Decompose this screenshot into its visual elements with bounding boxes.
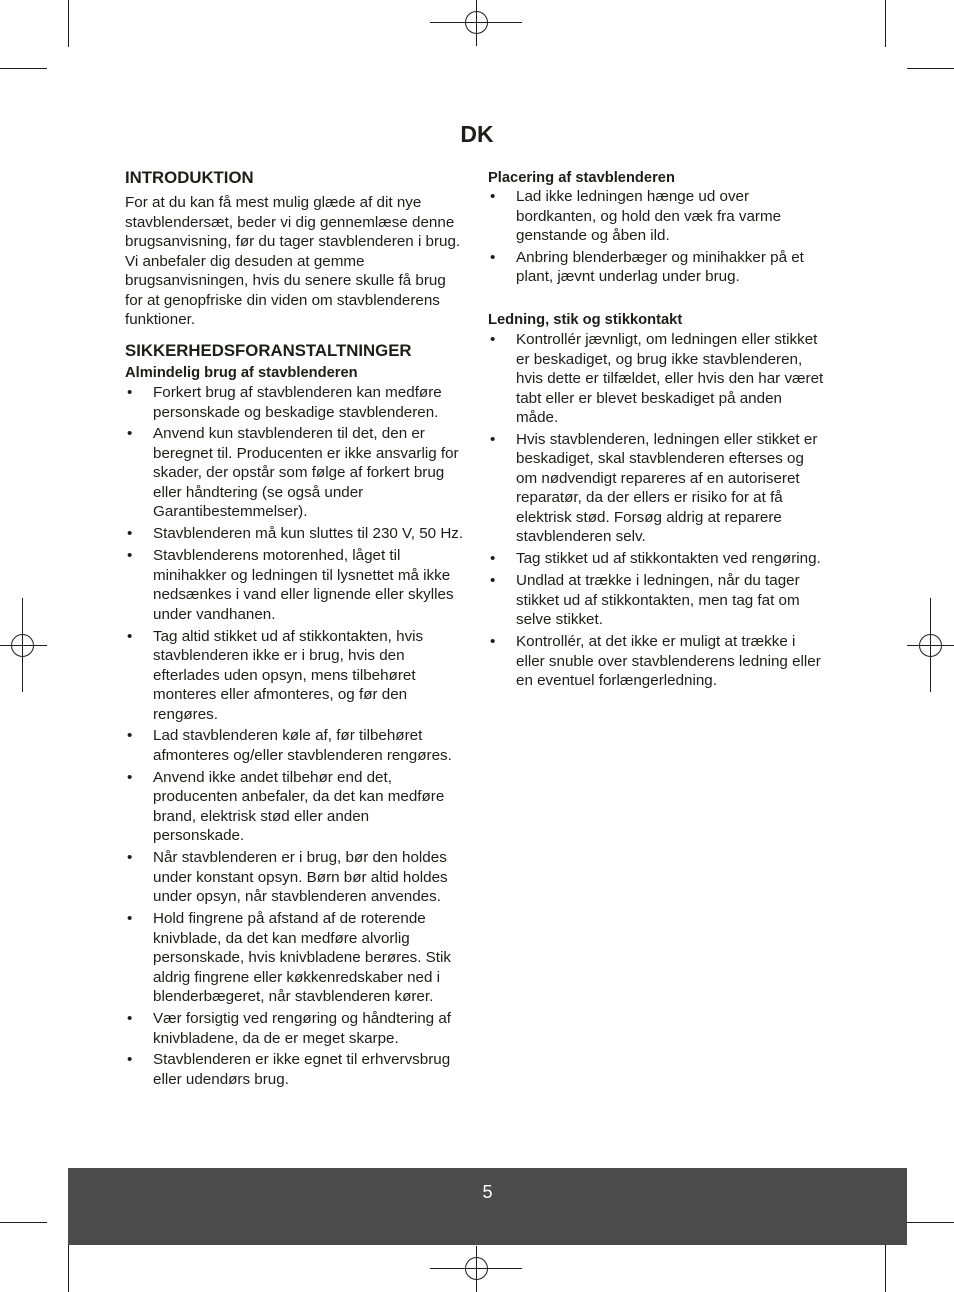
list-item <box>125 627 463 725</box>
bullet-icon <box>490 248 495 268</box>
list-item-text: Kontrollér, at det ikke er muligt at trække i eller snuble over stavblenderens ledning eller en eventuel forlængerledning. <box>516 633 821 690</box>
list-item-text: Anvend kun stavblenderen til det, den er beregnet til. Producenten er ikke ansvarlig for skader, der opstår som følge af forkert brug eller håndtering (se også under Garantibestemmelser). <box>153 425 459 521</box>
bullet-icon <box>490 330 495 350</box>
list-item-text: Forkert brug af stavblenderen kan medføre personskade og beskadige stavblenderen. <box>153 384 442 421</box>
footer-bar <box>68 1168 907 1245</box>
list-item <box>125 546 463 624</box>
placement-list <box>488 187 804 289</box>
bullet-icon <box>127 1050 132 1070</box>
list-item-text: Stavblenderen må kun sluttes til 230 V, 50 Hz. <box>153 525 464 543</box>
list-item-text: Undlad at trække i ledningen, når du tager stikket ud af stikkontakten, men tag fat om selve stikket. <box>516 572 800 629</box>
bullet-icon <box>127 546 132 566</box>
bullet-icon <box>490 632 495 652</box>
list-item-text: Lad ikke ledningen hænge ud over bordkanten, og hold den væk fra varme genstande og åben ild. <box>516 188 782 244</box>
page-number: 5 <box>482 1182 493 1202</box>
list-item-text: Tag stikket ud af stikkontakten ved rengøring. <box>516 550 821 568</box>
bullet-icon <box>127 726 132 746</box>
general-use-subheading: Almindelig brug af stavblenderen <box>125 365 358 381</box>
list-item <box>488 571 823 630</box>
list-item <box>125 909 463 1007</box>
bullet-icon <box>127 383 132 403</box>
bullet-icon <box>127 768 132 788</box>
bullet-icon <box>127 848 132 868</box>
crop-mark-top-right <box>886 0 954 69</box>
safety-heading: SIKKERHEDSFORANSTALTNINGER <box>125 341 412 360</box>
bullet-icon <box>490 430 495 450</box>
list-item-text: Vær forsigtig ved rengøring og håndtering af knivbladene, da de er meget skarpe. <box>153 1010 452 1047</box>
list-item <box>488 330 823 428</box>
list-item <box>488 549 823 569</box>
list-item <box>125 768 463 846</box>
bullet-icon <box>127 627 132 647</box>
list-item-text: Hvis stavblenderen, ledningen eller stikket er beskadiget, skal stavblenderen efterses og om nødvendigt repareres af en autoriseret reparatør, da der ellers er risiko for at få elektrisk stød. Forsøg aldrig at reparere stavblenderen selv. <box>516 430 818 546</box>
list-item <box>125 1050 463 1089</box>
list-item-text: Hold fingrene på afstand af de roterende knivblade, da det kan medføre alvorlig personskade, hvis knivbladene berøres. Stik aldrig fingrene eller køkkenredskaber ned i blenderbægeret, når stavblenderen kører. <box>153 910 451 1006</box>
list-item <box>125 848 463 907</box>
list-item <box>125 524 463 544</box>
list-item-text: Stavblenderens motorenhed, låget til minihakker og ledningen til lysnettet må ikke nedsænkes i vand eller lignende eller skylles under vandhanen. <box>153 547 454 623</box>
registration-mark-right <box>907 598 954 692</box>
list-item-text: Kontrollér jævnligt, om ledningen eller stikket er beskadiget, og brug ikke stavblenderen, hvis dette er tilfældet, eller hvis den har været tabt eller er blevet beskadiget på anden måde. <box>516 331 824 426</box>
introduction-heading: INTRODUKTION <box>125 168 254 187</box>
list-item-text: Anbring blenderbæger og minihakker på et plant, jævnt underlag under brug. <box>516 248 804 286</box>
registration-mark-left <box>0 598 47 692</box>
list-item-text: Når stavblenderen er i brug, bør den holdes under konstant opsyn. Børn bør altid holdes under opsyn, når stavblenderen anvendes. <box>153 849 448 906</box>
bullet-icon <box>490 187 495 207</box>
list-item-text: Tag altid stikket ud af stikkontakten, hvis stavblenderen ikke er i brug, hvis den efterlades uden opsyn, mens tilbehøret monteres eller afmonteres, og før den rengøres. <box>153 627 424 723</box>
crop-mark-bottom-left <box>0 1223 69 1292</box>
list-item <box>125 726 463 765</box>
bullet-icon <box>127 1009 132 1029</box>
list-item-text: Anvend ikke andet tilbehør end det, producenten anbefaler, da det kan medføre brand, elektrisk stød eller anden personskade. <box>153 768 445 845</box>
crop-mark-top-left <box>0 0 69 69</box>
cord-list <box>488 330 823 693</box>
cord-subheading: Ledning, stik og stikkontakt <box>488 312 683 328</box>
list-item <box>488 187 804 246</box>
registration-mark-bottom <box>430 1246 522 1292</box>
bullet-icon <box>127 909 132 929</box>
registration-mark-top <box>430 0 522 46</box>
placement-subheading: Placering af stavblenderen <box>488 170 675 186</box>
list-item <box>125 383 463 422</box>
language-title: DK <box>460 121 494 147</box>
list-item-text: Lad stavblenderen køle af, før tilbehøret afmonteres og/eller stavblenderen rengøres. <box>153 727 452 764</box>
list-item <box>488 248 804 287</box>
bullet-icon <box>490 549 495 569</box>
general-use-list <box>125 383 463 1092</box>
list-item <box>488 430 823 547</box>
bullet-icon <box>490 571 495 591</box>
list-item-text: Stavblenderen er ikke egnet til erhvervsbrug eller udendørs brug. <box>153 1051 451 1088</box>
list-item <box>488 632 823 691</box>
bullet-icon <box>127 524 132 544</box>
introduction-text: For at du kan få mest mulig glæde af dit nye stavblendersæt, beder vi dig gennemlæse denne brugsanvisning, før du tager stavblenderen i brug. Vi anbefaler dig desuden at gemme brugsanvisningen, hvis du senere skulle få brug for at genopfriske din viden om stavblenderens funktioner. <box>125 194 461 328</box>
list-item <box>125 1009 463 1048</box>
bullet-icon <box>127 424 132 444</box>
list-item <box>125 424 463 522</box>
